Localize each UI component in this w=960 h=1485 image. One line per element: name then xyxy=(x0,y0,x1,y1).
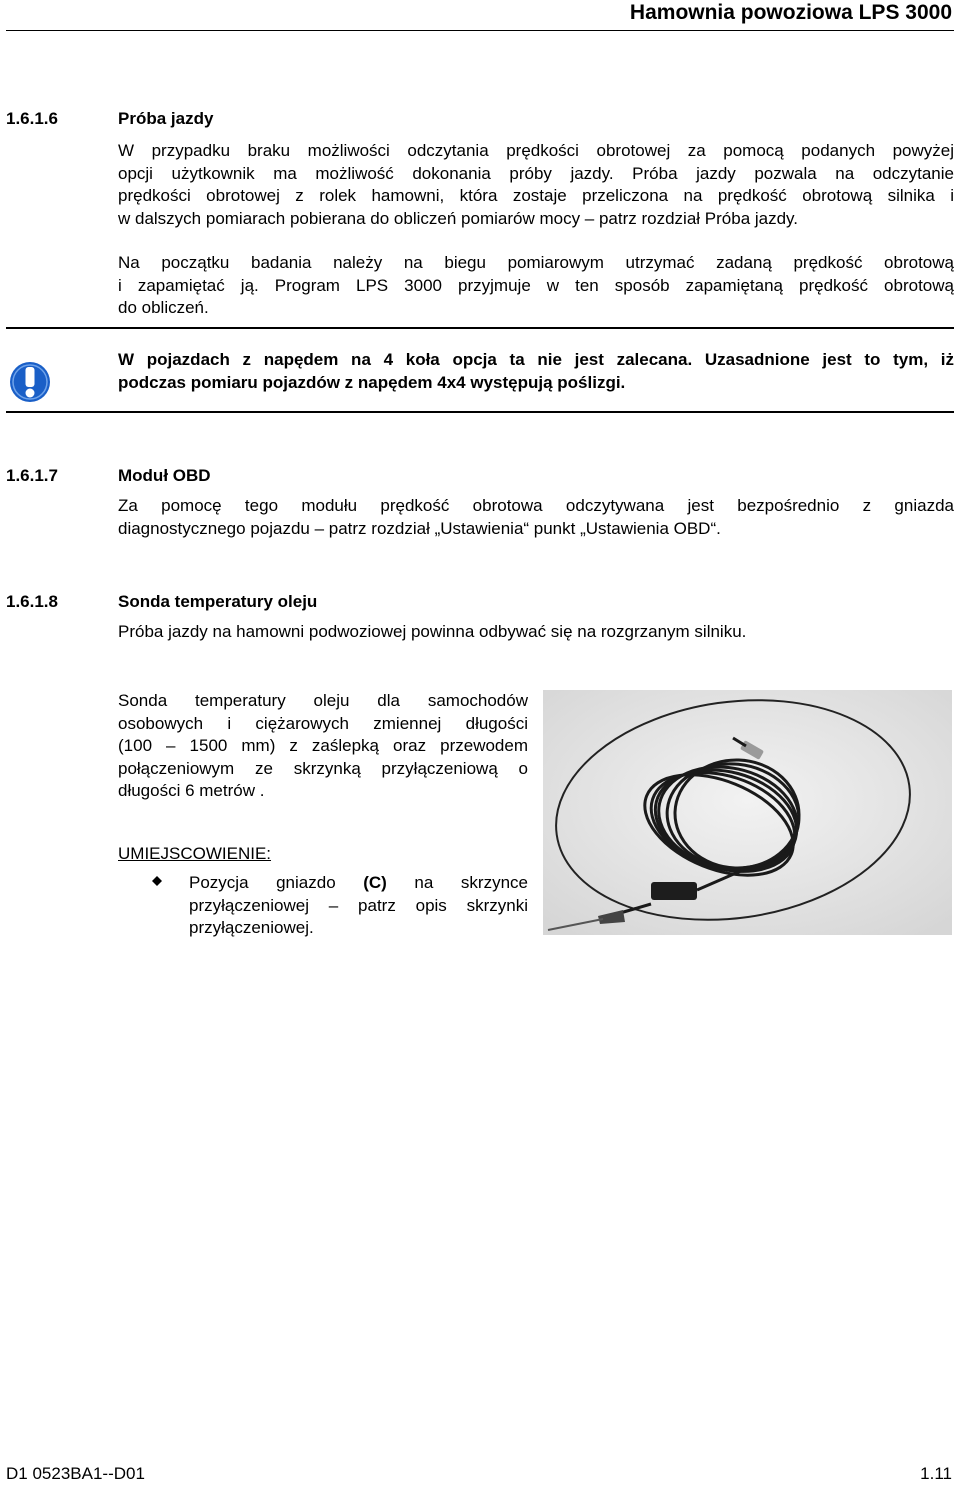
paragraph-line: w dalszych pomiarach pobierana do obliczeń pomiarów mocy – patrz rozdział Próba jazdy. xyxy=(118,208,799,228)
section-number: 1.6.1.6 xyxy=(6,109,58,128)
description-line: połączeniowym ze skrzynką przyłączeniową o xyxy=(118,758,528,778)
notice-line: podczas pomiaru pojazdów z napędem 4x4 występują poślizgi. xyxy=(118,373,626,392)
notice-top-rule xyxy=(6,327,954,329)
section-heading-proba-jazdy xyxy=(6,108,213,130)
paragraph-obd xyxy=(118,495,954,540)
section-title: Próba jazdy xyxy=(118,109,214,128)
paragraph-line: i zapamiętać ją. Program LPS 3000 przyjmuje w ten sposób zapamiętaną prędkość obrotową xyxy=(118,275,954,295)
paragraph-line: do obliczeń. xyxy=(118,298,209,317)
footer-document-code: D1 0523BA1--D01 xyxy=(6,1464,145,1483)
section-heading-modul-obd xyxy=(6,465,211,487)
paragraph-line: diagnostycznego pojazdu – patrz rozdział „Ustawienia“ punkt „Ustawienia OBD“. xyxy=(118,518,721,538)
paragraph-badanie xyxy=(118,252,954,320)
section-title: Moduł OBD xyxy=(118,466,211,485)
notice-text xyxy=(118,348,954,394)
probe-illustration xyxy=(543,690,952,935)
header-divider xyxy=(6,30,954,31)
location-bullet-item xyxy=(189,872,528,940)
sonda-description xyxy=(118,690,528,803)
paragraph-line: Za pomocę tego modułu prędkość obrotowa odczytywana jest bezpośrednio z gniazda xyxy=(118,496,954,515)
paragraph-line: prędkości obrotowej z rolek hamowni, która zostaje przeliczona na prędkość obrotową silnika i xyxy=(118,186,954,205)
paragraph-line: Na początku badania należy na biegu pomiarowym utrzymać zadaną prędkość obrotową xyxy=(118,253,954,272)
description-line: Sonda temperatury oleju dla samochodów xyxy=(118,691,528,710)
section-number: 1.6.1.7 xyxy=(6,466,58,485)
warning-exclamation-icon xyxy=(8,360,52,404)
oil-temperature-probe-photo xyxy=(543,690,952,935)
bullet-line: przyłączeniowej. xyxy=(189,918,314,937)
page-header-title: Hamownia powoziowa LPS 3000 xyxy=(629,1,952,24)
section-number: 1.6.1.8 xyxy=(6,592,58,611)
bullet-line: Pozycja gniazdo (C) na skrzynce xyxy=(189,873,528,892)
paragraph-line: Próba jazdy na hamowni podwoziowej powinna odbywać się na rozgrzanym silniku. xyxy=(118,622,747,641)
diamond-bullet-icon xyxy=(152,876,162,886)
description-line: osobowych i ciężarowych zmiennej długości xyxy=(118,713,528,733)
paragraph-proba-jazdy xyxy=(118,140,954,230)
description-line: długości 6 metrów . xyxy=(118,781,265,800)
description-line: (100 – 1500 mm) z zaślepką oraz przewodem xyxy=(118,736,528,755)
section-title: Sonda temperatury oleju xyxy=(118,592,318,611)
bullet-line: przyłączeniowej – patrz opis skrzynki xyxy=(189,895,528,915)
paragraph-sonda-intro xyxy=(118,621,954,644)
footer-page-number: 1.11 xyxy=(920,1464,952,1483)
location-heading: UMIEJSCOWIENIE: xyxy=(118,844,272,863)
paragraph-line: opcji użytkownik ma możliwość dokonania próby jazdy. Próba jazdy pozwala na odczytanie xyxy=(118,163,954,183)
notice-line: W pojazdach z napędem na 4 koła opcja ta nie jest zalecana. Uzasadnione jest to tym, iż xyxy=(118,350,954,369)
notice-bottom-rule xyxy=(6,411,954,413)
section-heading-sonda xyxy=(6,591,317,613)
paragraph-line: W przypadku braku możliwości odczytania prędkości obrotowej za pomocą podanych powyżej xyxy=(118,141,954,160)
